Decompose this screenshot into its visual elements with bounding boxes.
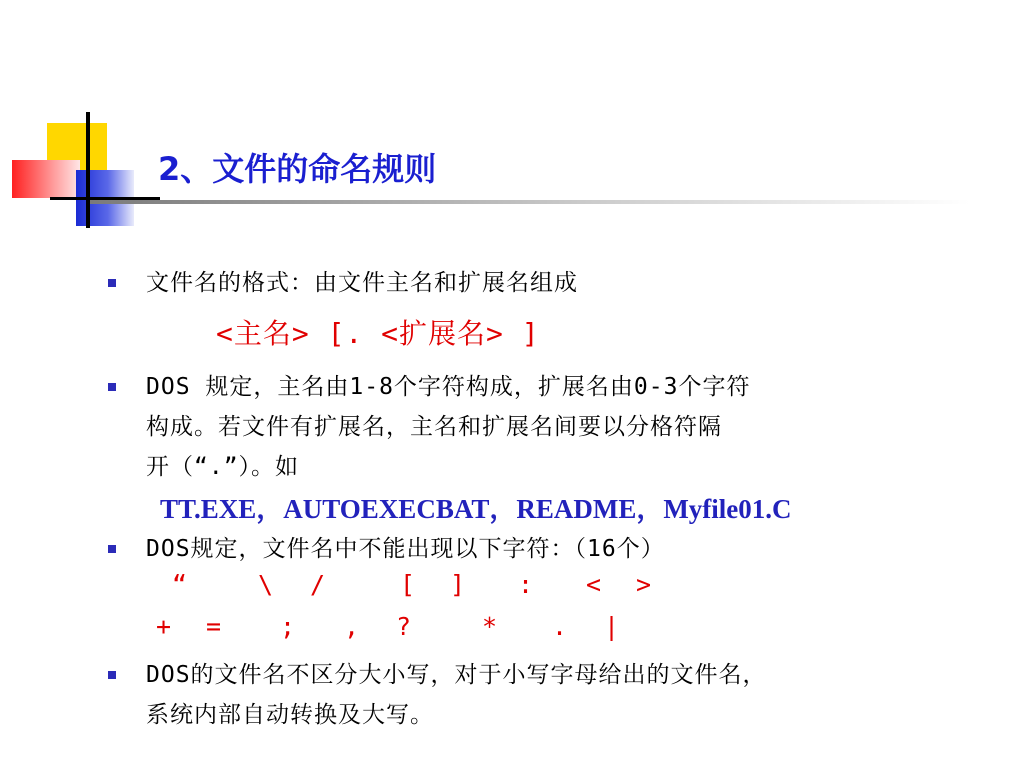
forbidden-char: \ [258,570,274,599]
forbidden-char: ] [450,570,466,599]
forbidden-char: * [482,612,498,641]
bullet-2-line-2: 构成。若文件有扩展名，主名和扩展名间要以分格符隔 [146,414,722,440]
forbidden-char: [ [400,570,416,599]
bullet-2-line-1: DOS 规定，主名由1-8个字符构成，扩展名由0-3个字符 [146,374,751,400]
forbidden-char: > [636,570,652,599]
bullet-marker [108,671,116,679]
bullet-4-line-2: 系统内部自动转换及大写。 [146,702,434,728]
bullet-2-line-3: 开（“.”）。如 [146,454,300,480]
forbidden-char: . [552,612,568,641]
forbidden-char: : [518,570,534,599]
forbidden-char: + [156,612,172,641]
forbidden-char: , [344,612,360,641]
bullet-4-line-1: DOS的文件名不区分大小写，对于小写字母给出的文件名， [146,662,767,688]
red-decor-bar [12,160,80,198]
forbidden-char: “ [172,570,188,599]
forbidden-char: ; [280,612,296,641]
forbidden-char: / [310,570,326,599]
forbidden-char: = [206,612,222,641]
filename-examples: TT.EXE，AUTOEXECBAT，README，Myfile01.C [160,494,792,524]
bullet-marker [108,383,116,391]
forbidden-char: < [586,570,602,599]
decor-vertical-line [86,112,90,228]
bullet-marker [108,545,116,553]
forbidden-char: ? [396,612,412,641]
slide-title: 2、文件的命名规则 [158,150,437,188]
bullet-3-text: DOS规定，文件名中不能出现以下字符：（16个） [146,536,665,562]
filename-format: <主名> [. <扩展名> ] [216,317,540,350]
title-underline [90,200,970,204]
bullet-1-text: 文件名的格式：由文件主名和扩展名组成 [146,270,578,296]
forbidden-char: | [604,612,620,641]
bullet-marker [108,279,116,287]
